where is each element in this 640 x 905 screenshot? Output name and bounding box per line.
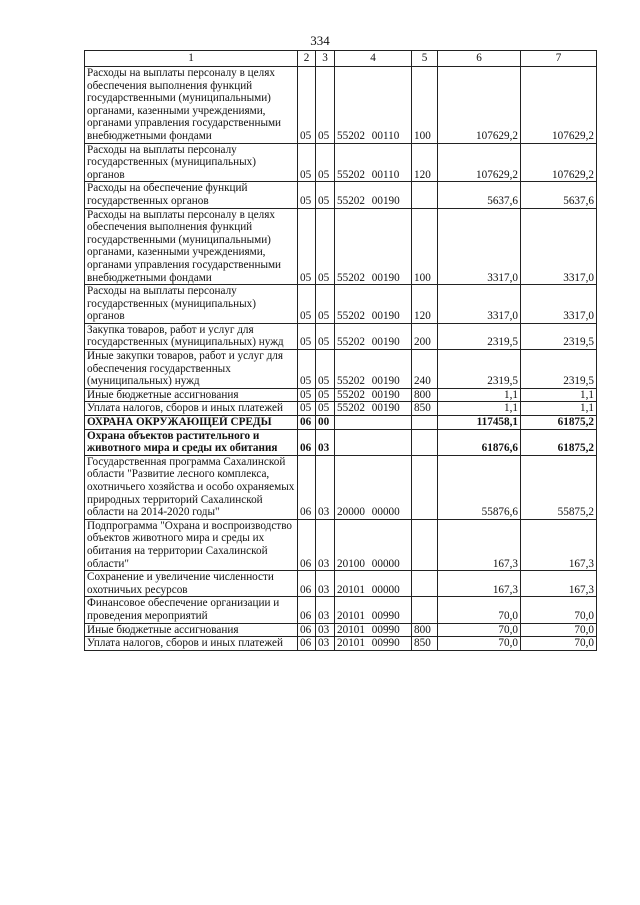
- row-subsection: 03: [316, 637, 335, 651]
- row-amount-1: 1,1: [438, 388, 521, 402]
- row-expense-type: [412, 519, 438, 570]
- row-amount-1: 167,3: [438, 571, 521, 597]
- row-amount-1: 107629,2: [438, 67, 521, 144]
- table-row: [85, 623, 597, 637]
- header-row: [85, 51, 597, 67]
- table-row: [85, 350, 597, 389]
- row-target-article: 55202 00190: [335, 285, 412, 324]
- row-section: 05: [298, 388, 316, 402]
- row-subsection: 05: [316, 350, 335, 389]
- row-expense-type: 120: [412, 285, 438, 324]
- row-expense-type: 800: [412, 623, 438, 637]
- header-col-7: 7: [521, 51, 597, 67]
- row-name: Расходы на выплаты персоналу в целях обеспечения выполнения функций государственными (муниципальными) органами, казенными учреждениями, органами управления государственными внебюджетными фондами: [85, 208, 298, 285]
- row-amount-2: 3317,0: [521, 285, 597, 324]
- row-section: 06: [298, 571, 316, 597]
- row-subsection: 03: [316, 429, 335, 455]
- row-expense-type: 100: [412, 67, 438, 144]
- row-subsection: 05: [316, 323, 335, 349]
- row-section: 05: [298, 350, 316, 389]
- table-row: [85, 323, 597, 349]
- row-target-article: 55202 00110: [335, 143, 412, 182]
- table-row: [85, 597, 597, 623]
- header-col-5: 5: [412, 51, 438, 67]
- row-name: Расходы на выплаты персоналу государственных (муниципальных) органов: [85, 285, 298, 324]
- row-amount-1: 2319,5: [438, 323, 521, 349]
- table-row: [85, 143, 597, 182]
- row-amount-2: 61875,2: [521, 429, 597, 455]
- row-name: Закупка товаров, работ и услуг для государственных (муниципальных) нужд: [85, 323, 298, 349]
- table-row: [85, 416, 597, 430]
- row-amount-1: 70,0: [438, 637, 521, 651]
- row-target-article: 55202 00190: [335, 402, 412, 416]
- row-section: 05: [298, 182, 316, 208]
- row-amount-1: 55876,6: [438, 455, 521, 519]
- row-name: Финансовое обеспечение организации и проведения мероприятий: [85, 597, 298, 623]
- row-subsection: 03: [316, 623, 335, 637]
- header-col-2: 2: [298, 51, 316, 67]
- row-amount-1: 70,0: [438, 597, 521, 623]
- row-section: 06: [298, 416, 316, 430]
- row-target-article: 55202 00190: [335, 350, 412, 389]
- row-amount-2: 107629,2: [521, 143, 597, 182]
- row-name: Расходы на выплаты персоналу государственных (муниципальных) органов: [85, 143, 298, 182]
- table-row: [85, 182, 597, 208]
- row-amount-2: 3317,0: [521, 208, 597, 285]
- row-name: Подпрограмма "Охрана и воспроизводство объектов животного мира и среды их обитания на территории Сахалинской области": [85, 519, 298, 570]
- row-amount-2: 70,0: [521, 597, 597, 623]
- row-expense-type: 800: [412, 388, 438, 402]
- row-section: 06: [298, 623, 316, 637]
- row-amount-2: 167,3: [521, 571, 597, 597]
- row-name: Охрана объектов растительного и животного мира и среды их обитания: [85, 429, 298, 455]
- header-col-4: 4: [335, 51, 412, 67]
- row-amount-2: 61875,2: [521, 416, 597, 430]
- row-amount-2: 70,0: [521, 637, 597, 651]
- row-target-article: 55202 00190: [335, 388, 412, 402]
- budget-table: [84, 50, 597, 651]
- row-amount-1: 107629,2: [438, 143, 521, 182]
- row-amount-1: 117458,1: [438, 416, 521, 430]
- row-target-article: 20000 00000: [335, 455, 412, 519]
- row-section: 05: [298, 285, 316, 324]
- row-name: Государственная программа Сахалинской области "Развитие лесного комплекса, охотничьего хозяйства и особо охраняемых природных территорий Сахалинской области на 2014-2020 годы": [85, 455, 298, 519]
- header-col-3: 3: [316, 51, 335, 67]
- table-row: [85, 571, 597, 597]
- row-amount-2: 1,1: [521, 388, 597, 402]
- row-subsection: 05: [316, 208, 335, 285]
- row-target-article: 20100 00000: [335, 519, 412, 570]
- row-expense-type: [412, 416, 438, 430]
- row-expense-type: [412, 597, 438, 623]
- row-subsection: 05: [316, 143, 335, 182]
- row-subsection: 05: [316, 388, 335, 402]
- table-row: [85, 637, 597, 651]
- table-row: [85, 67, 597, 144]
- row-subsection: 03: [316, 455, 335, 519]
- row-amount-1: 5637,6: [438, 182, 521, 208]
- row-target-article: 55202 00190: [335, 182, 412, 208]
- header-col-6: 6: [438, 51, 521, 67]
- row-amount-1: 167,3: [438, 519, 521, 570]
- row-amount-1: 1,1: [438, 402, 521, 416]
- row-subsection: 05: [316, 285, 335, 324]
- row-expense-type: 100: [412, 208, 438, 285]
- page-number: 334: [310, 33, 330, 48]
- row-amount-1: 3317,0: [438, 208, 521, 285]
- row-name: ОХРАНА ОКРУЖАЮЩЕЙ СРЕДЫ: [85, 416, 298, 430]
- row-amount-1: 3317,0: [438, 285, 521, 324]
- row-target-article: 20101 00990: [335, 597, 412, 623]
- row-target-article: 55202 00110: [335, 67, 412, 144]
- row-amount-1: 61876,6: [438, 429, 521, 455]
- row-name: Уплата налогов, сборов и иных платежей: [85, 637, 298, 651]
- row-name: Расходы на обеспечение функций государственных органов: [85, 182, 298, 208]
- header-col-1: 1: [85, 51, 298, 67]
- table-body: [85, 67, 597, 651]
- table-row: [85, 208, 597, 285]
- row-target-article: [335, 416, 412, 430]
- row-name: Сохранение и увеличение численности охотничьих ресурсов: [85, 571, 298, 597]
- row-section: 05: [298, 402, 316, 416]
- row-amount-2: 2319,5: [521, 350, 597, 389]
- row-amount-2: 1,1: [521, 402, 597, 416]
- row-amount-1: 2319,5: [438, 350, 521, 389]
- row-subsection: 05: [316, 67, 335, 144]
- row-section: 05: [298, 208, 316, 285]
- row-subsection: 05: [316, 182, 335, 208]
- table-row: [85, 388, 597, 402]
- row-subsection: 03: [316, 571, 335, 597]
- row-target-article: 20101 00990: [335, 623, 412, 637]
- row-expense-type: [412, 182, 438, 208]
- table-row: [85, 285, 597, 324]
- row-name: Иные закупки товаров, работ и услуг для обеспечения государственных (муниципальных) нужд: [85, 350, 298, 389]
- row-target-article: 20101 00000: [335, 571, 412, 597]
- row-target-article: 20101 00990: [335, 637, 412, 651]
- row-expense-type: [412, 571, 438, 597]
- row-expense-type: [412, 455, 438, 519]
- row-subsection: 03: [316, 519, 335, 570]
- row-section: 06: [298, 637, 316, 651]
- row-expense-type: 200: [412, 323, 438, 349]
- row-section: 05: [298, 143, 316, 182]
- row-subsection: 00: [316, 416, 335, 430]
- table-row: [85, 402, 597, 416]
- row-amount-2: 5637,6: [521, 182, 597, 208]
- row-name: Уплата налогов, сборов и иных платежей: [85, 402, 298, 416]
- row-name: Иные бюджетные ассигнования: [85, 623, 298, 637]
- row-amount-2: 55875,2: [521, 455, 597, 519]
- row-amount-2: 167,3: [521, 519, 597, 570]
- row-section: 06: [298, 519, 316, 570]
- row-section: 06: [298, 455, 316, 519]
- row-target-article: 55202 00190: [335, 323, 412, 349]
- table-row: [85, 429, 597, 455]
- row-target-article: [335, 429, 412, 455]
- row-name: Расходы на выплаты персоналу в целях обеспечения выполнения функций государственными (муниципальными) органами, казенными учреждениями, органами управления государственными внебюджетными фондами: [85, 67, 298, 144]
- row-amount-2: 70,0: [521, 623, 597, 637]
- row-expense-type: [412, 429, 438, 455]
- row-expense-type: 850: [412, 637, 438, 651]
- row-subsection: 03: [316, 597, 335, 623]
- row-target-article: 55202 00190: [335, 208, 412, 285]
- row-name: Иные бюджетные ассигнования: [85, 388, 298, 402]
- table-row: [85, 455, 597, 519]
- row-amount-1: 70,0: [438, 623, 521, 637]
- row-section: 05: [298, 67, 316, 144]
- row-section: 06: [298, 429, 316, 455]
- row-expense-type: 850: [412, 402, 438, 416]
- row-amount-2: 2319,5: [521, 323, 597, 349]
- row-amount-2: 107629,2: [521, 67, 597, 144]
- table-row: [85, 519, 597, 570]
- row-section: 05: [298, 323, 316, 349]
- row-expense-type: 120: [412, 143, 438, 182]
- row-subsection: 05: [316, 402, 335, 416]
- row-section: 06: [298, 597, 316, 623]
- row-expense-type: 240: [412, 350, 438, 389]
